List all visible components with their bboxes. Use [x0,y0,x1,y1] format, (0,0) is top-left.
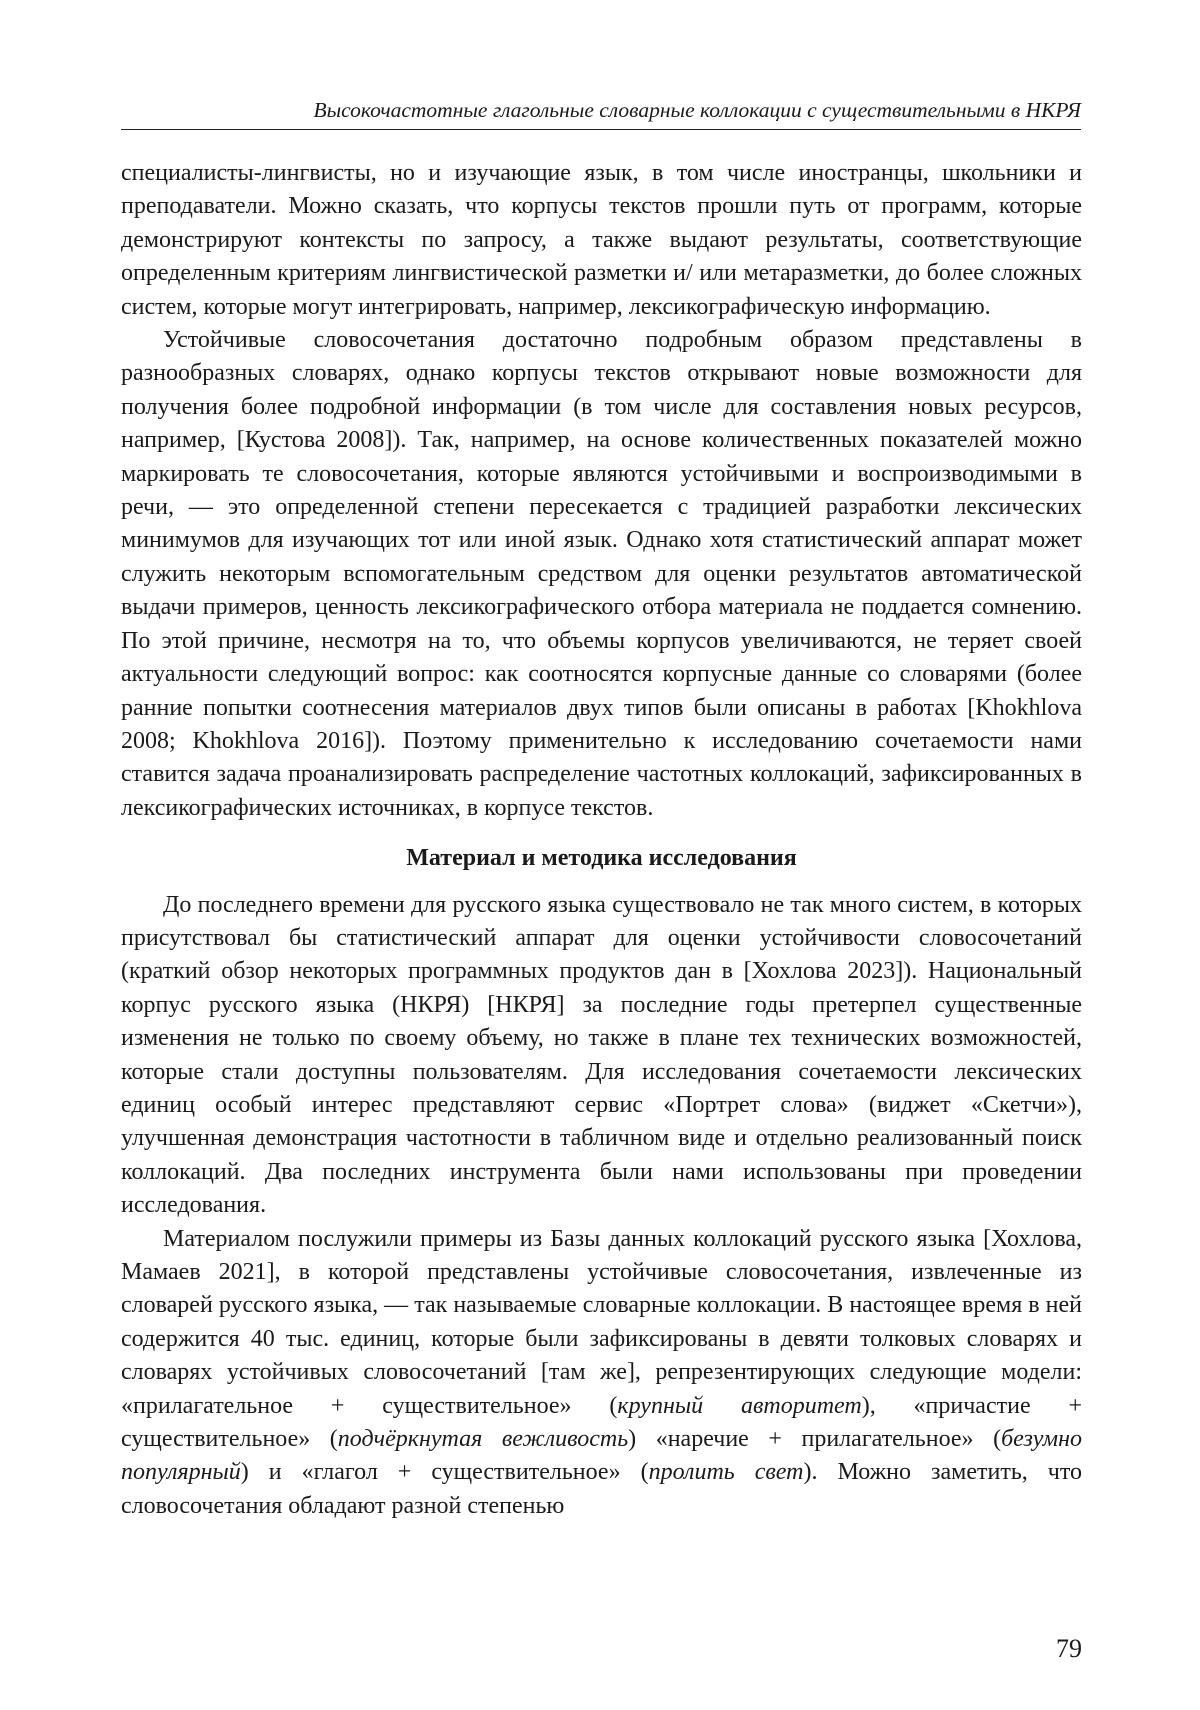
example-bezumno-populyarny: безумно популярный [121,1426,1082,1486]
paragraph-4-text: ) и «глагол + существительное» ( [240,1459,649,1486]
paragraph-4-text: ), «причастие + существительное» ( [121,1392,1082,1453]
example-krupny-avtoritet: крупный авторитет [617,1392,862,1419]
paragraph-3: До последнего времени для русского языка существовало не так много систем, в которых присутствовал бы статистический аппарат для оценки устойчивости словосочетаний (краткий обзор некоторых программных продуктов дан в [Хохлова 2023]). Национальный корпус русского языка (НКРЯ) [НКРЯ] за последние годы претерпел существенные изменения не только по своему объему, но также в плане тех технических возможностей, которые стали доступны пользователям. Для исследования сочетаемости лексических единиц особый интерес представляют сервис «Портрет слова» (виджет «Скетчи»), улучшенная демонстрация частотности в табличном виде и отдельно реализованный поиск коллокаций. Два последних инструмента были нами использованы при проведении исследования. [121,891,1082,1219]
example-podcherknutaya-vezhlivost: подчёркнутая вежливость [337,1426,629,1453]
page-number: 79 [1056,1634,1082,1663]
paragraph-4-text: ) «наречие + прилагательное» ( [628,1426,1002,1453]
paragraph-4-text: Материалом послужили примеры из Базы данных коллокаций русского языка [Хохлова, Мамаев 2021], в которой представлены устойчивые словосочетания, извлеченные из словарей русского языка, — так называемые словарные коллокации. В настоящее время в ней содержится 40 тыс. единиц, которые были зафиксированы в девяти толковых словарях и словарях устойчивых словосочетаний [там же], репрезентирующих следующие модели: «прилагательное + существительное» ( [121,1225,1082,1419]
paragraph-4-text: ). Можно заметить, что словосочетания обладают разной степенью [121,1459,1083,1519]
paragraph-4 [121,1223,1082,1524]
section-heading: Материал и методика исследования [406,845,797,872]
example-prolit-svet: пролить свет [648,1459,804,1486]
body-text [121,157,1082,1523]
paragraph-1: специалисты-лингвисты, но и изучающие язык, в том числе иностранцы, школьники и преподаватели. Можно сказать, что корпусы текстов прошли путь от программ, которые демонстрируют контексты по запросу, а также выдают результаты, соответствующие определенным критериям лингвистической разметки и/ или метаразметки, до более сложных систем, которые могут интегрировать, например, лексикографическую информацию. [121,160,1082,320]
running-head: Высокочастотные глагольные словарные коллокации с существительными в НКРЯ [121,98,1081,130]
paragraph-2: Устойчивые словосочетания достаточно подробным образом представлены в разнообразных словарях, однако корпусы текстов открывают новые возможности для получения более подробной информации (в том числе для составления новых ресурсов, например, [Кустова 2008]). Так, например, на основе количественных показателей можно маркировать те словосочетания, которые являются устойчивыми и воспроизводимыми в речи, — это определенной степени пересекается с традицией разработки лексических минимумов для изучающих тот или иной язык. Однако хотя статистический аппарат может служить некоторым вспомогательным средством для оценки результатов автоматической выдачи примеров, ценность лексикографического отбора материала не поддается сомнению. По этой причине, несмотря на то, что объемы корпусов увеличиваются, не теряет своей актуальности следующий вопрос: как соотносятся корпусные данные со словарями (более ранние попытки соотнесения материалов двух типов были описаны в работах [Khokhlova 2008; Khokhlova 2016]). Поэтому применительно к исследованию сочетаемости нами ставится задача проанализировать распределение частотных коллокаций, зафиксированных в лексикографических источниках, в корпусе текстов. [121,327,1082,821]
